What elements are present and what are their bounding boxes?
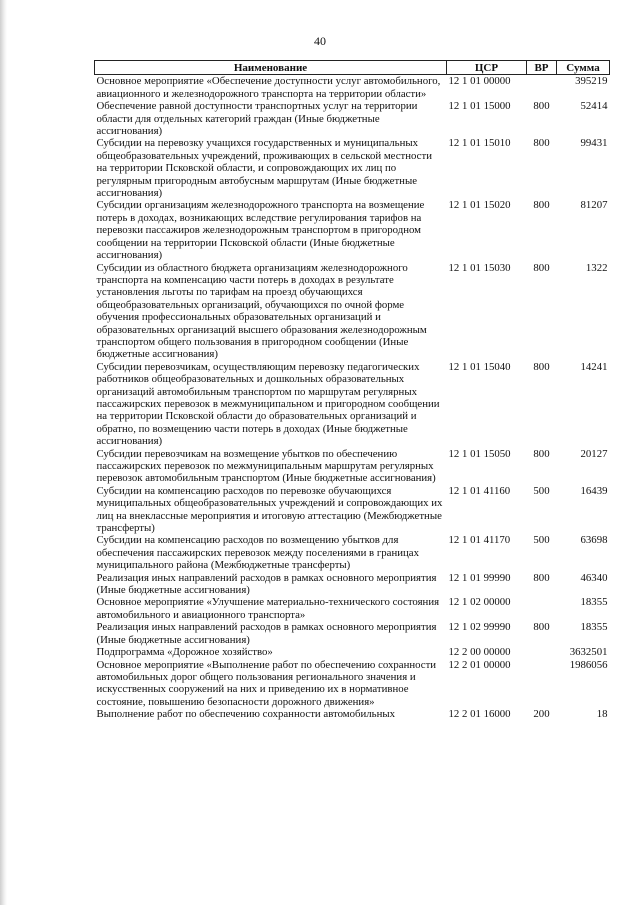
row-code: 12 1 02 99990 <box>448 621 511 634</box>
row-code: 12 1 01 99990 <box>448 571 511 584</box>
row-name: Обеспечение равной доступности транспортных услуг на территории области для отдельных категорий граждан (Иные бюджетные ассигнования) <box>96 100 418 138</box>
table-row <box>95 659 610 709</box>
row-vr: 800 <box>533 360 550 373</box>
table-row <box>95 596 610 621</box>
table-header <box>95 61 610 75</box>
row-vr: 800 <box>533 137 550 150</box>
row-sum: 99431 <box>580 137 608 150</box>
row-code: 12 1 01 41160 <box>448 484 511 497</box>
row-code: 12 1 01 15000 <box>448 100 511 113</box>
row-name: Субсидии на перевозку учащихся государственных и муниципальных общеобразовательных учреждений, проживающих в сельской местности на территории Псковской области, и сопровождающих их лиц по регулярным пригородным автобусным маршрутам (Иные бюджетные ассигнования) <box>96 137 432 200</box>
table-row <box>95 485 610 535</box>
header-sum: Сумма <box>557 61 610 75</box>
table-row <box>95 262 610 361</box>
row-name: Основное мероприятие «Улучшение материально-технического состояния автомобильного и авиационного транспорта» <box>96 596 440 621</box>
row-sum: 52414 <box>580 100 608 113</box>
table-row <box>95 708 610 720</box>
row-vr: 800 <box>533 261 550 274</box>
row-vr: 800 <box>533 447 550 460</box>
row-sum: 18 <box>596 708 608 721</box>
row-vr: 500 <box>533 484 550 497</box>
row-vr <box>527 75 557 100</box>
row-vr: 800 <box>533 100 550 113</box>
row-sum: 18355 <box>580 596 608 609</box>
row-name: Субсидии перевозчикам, осуществляющим перевозку педагогических работников общеобразовательных и дошкольных образовательных организаций автомобильным транспортом по маршрутам регулярных пассажирских перевозок в межмуниципальном и пригородном сообщении на территории Псковской области до образовательных организаций и обратно, по возмещению части потерь в доходах (Иные бюджетные ассигнования) <box>96 360 440 448</box>
scan-edge-shadow <box>0 0 7 905</box>
row-name: Субсидии организациям железнодорожного транспорта на возмещение потерь в доходах, возникающих вследствие регулирования тарифов на перевозки пассажиров железнодорожным транспортом в пригородном сообщении на территории Псковской области (Иные бюджетные ассигнования) <box>96 199 425 262</box>
table-row <box>95 75 610 100</box>
row-code: 12 1 02 00000 <box>448 596 511 609</box>
row-name: Субсидии на компенсацию расходов по перевозке обучающихся муниципальных общеобразовательных учреждений и сопровождающих их лиц на внеклассные мероприятия и итоговую аттестацию (Межбюджетные трансферты) <box>96 484 443 535</box>
row-code: 12 1 01 41170 <box>448 534 511 547</box>
row-name: Субсидии из областного бюджета организациям железнодорожного транспорта на компенсацию части потерь в доходах в результате установления льготы по тарифам на проезд обучающихся общеобразовательных организаций, обучающихся по очной форме обучения профессиональных образовательных организаций и образовательных организаций высшего образования железнодорожным транспортом общего пользования в пригородном сообщении (Иные бюджетные ассигнования) <box>96 261 427 361</box>
row-code: 12 1 01 00000 <box>448 75 511 88</box>
row-code: 12 1 01 15010 <box>448 137 511 150</box>
row-name: Субсидии на компенсацию расходов по возмещению убытков для обеспечения пассажирских перевозок между поселениями в границах муниципального района (Межбюджетные трансферты) <box>96 534 419 572</box>
row-name: Основное мероприятие «Выполнение работ по обеспечению сохранности автомобильных дорог общего пользования регионального значения и искусственных сооружений на них и приведению их в нормативное состояние, повышению безопасности дорожного движения» <box>96 658 437 708</box>
row-code: 12 1 01 15040 <box>448 360 511 373</box>
row-vr <box>527 596 557 621</box>
row-name: Подпрограмма «Дорожное хозяйство» <box>96 646 273 659</box>
row-sum: 14241 <box>580 360 608 373</box>
row-code: 12 2 00 00000 <box>448 646 511 659</box>
table-row <box>95 448 610 485</box>
row-code: 12 2 01 00000 <box>448 658 511 671</box>
row-sum: 46340 <box>580 571 608 584</box>
header-row <box>95 61 610 75</box>
row-vr: 800 <box>533 621 550 634</box>
table-row <box>95 137 610 199</box>
row-sum: 395219 <box>575 75 608 88</box>
row-name: Субсидии перевозчикам на возмещение убытков по обеспечению пассажирских перевозок по межмуниципальным маршрутам регулярных перевозок автомобильным транспортом (Иные бюджетные ассигнования) <box>96 447 436 485</box>
row-vr: 800 <box>533 571 550 584</box>
row-name: Реализация иных направлений расходов в рамках основного мероприятия (Иные бюджетные ассигнования) <box>96 621 437 646</box>
row-code: 12 1 01 15050 <box>448 447 511 460</box>
row-sum: 81207 <box>580 199 608 212</box>
row-code: 12 1 01 15020 <box>448 199 511 212</box>
row-sum: 16439 <box>580 484 608 497</box>
header-name: Наименование <box>95 61 447 75</box>
page-number: 40 <box>314 34 326 48</box>
header-vr: ВР <box>527 61 557 75</box>
row-vr: 200 <box>533 708 550 721</box>
row-sum: 18355 <box>580 621 608 634</box>
row-vr <box>527 659 557 709</box>
row-name: Основное мероприятие «Обеспечение доступности услуг автомобильного, авиационного и железнодорожного транспорта на территории области» <box>96 75 441 100</box>
row-name: Реализация иных направлений расходов в рамках основного мероприятия (Иные бюджетные ассигнования) <box>96 571 437 597</box>
row-vr: 800 <box>533 199 550 212</box>
row-vr: 500 <box>533 534 550 547</box>
row-code: 12 2 01 16000 <box>448 708 511 721</box>
table-row <box>95 534 610 571</box>
row-vr <box>527 646 557 658</box>
row-sum: 3632501 <box>569 646 608 659</box>
table-row <box>95 646 610 658</box>
row-sum: 1322 <box>585 261 608 274</box>
row-name: Выполнение работ по обеспечению сохранности автомобильных <box>96 708 396 721</box>
table-row <box>95 361 610 448</box>
header-csr: ЦСР <box>447 61 527 75</box>
budget-table <box>94 60 610 721</box>
table-row <box>95 572 610 597</box>
table-row <box>95 199 610 261</box>
row-sum: 20127 <box>580 447 608 460</box>
table-row <box>95 621 610 646</box>
row-sum: 1986056 <box>569 658 608 671</box>
table-row <box>95 100 610 137</box>
row-code: 12 1 01 15030 <box>448 261 511 274</box>
row-sum: 63698 <box>580 534 608 547</box>
table-body <box>95 75 610 721</box>
